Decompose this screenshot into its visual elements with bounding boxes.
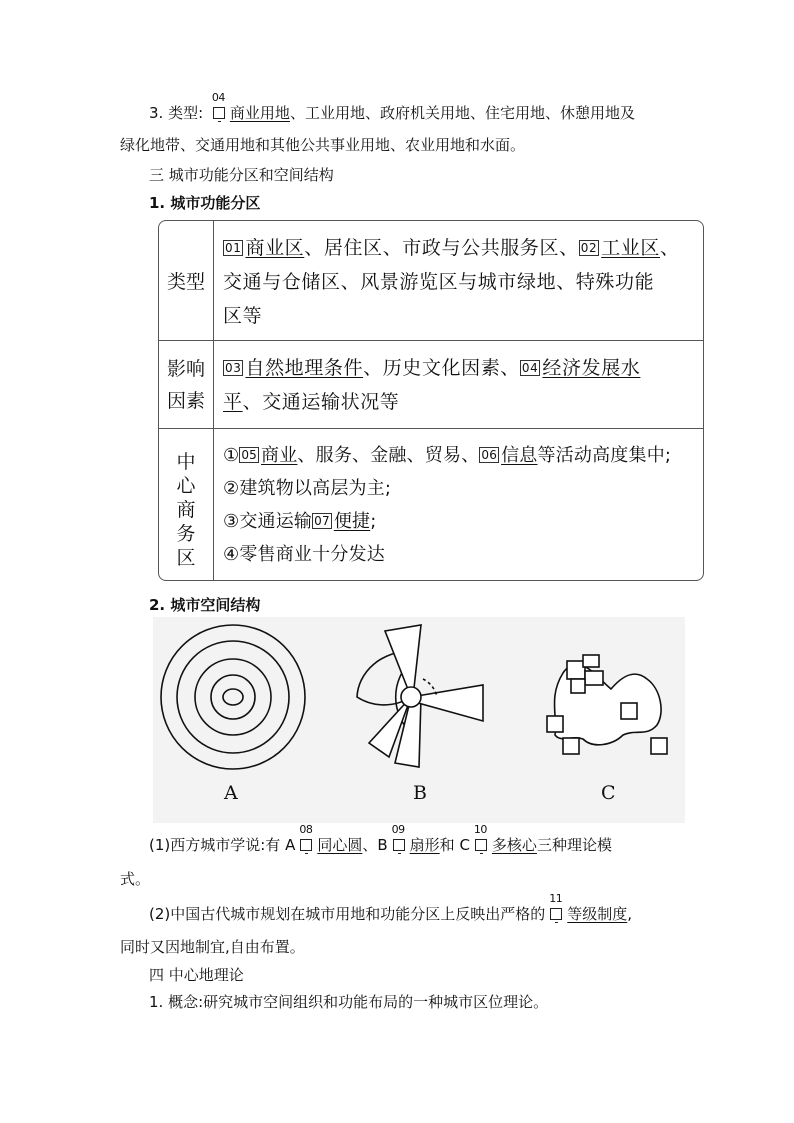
figure-label-c: C: [601, 782, 616, 804]
section-title: 三 城市功能分区和空间结构: [149, 166, 334, 184]
subsection-title: 2. 城市空间结构: [149, 596, 261, 614]
row-body-factors: [223, 351, 693, 419]
answer-text: 商业用地: [229, 104, 290, 122]
blank-marker: 09: [392, 836, 408, 852]
figure-label-a: A: [224, 782, 238, 804]
table-line: ②建筑物以高层为主;: [223, 478, 392, 499]
table-line: ① 05 商业、服务、金融、贸易、 06 信息等活动高度集中;: [223, 445, 672, 466]
city-structure-figure: [153, 617, 685, 823]
blank-tag: 05: [241, 448, 258, 462]
blank-marker: 08: [299, 836, 315, 852]
blank-tag: 01: [225, 241, 242, 255]
row-label-factors-2: 因素: [166, 390, 205, 412]
figure-label-b: B: [413, 782, 427, 804]
paragraph-western-theory: (1)西方城市学说:有 A 08 同心圆、B 09 扇形和 C 10 多核心三种理论模: [149, 823, 612, 854]
blank-marker: 10: [474, 836, 490, 852]
blank-tag: 03: [225, 361, 242, 375]
blank-tag: 04: [521, 361, 539, 375]
table-line: 01 商业区、居住区、市政与公共服务区、 02 工业区、: [225, 237, 680, 259]
row-label-factors-1: 影响: [166, 358, 205, 380]
row-label-type: 类型: [166, 271, 205, 293]
types-item-line1: 3. 类型: 04 商业用地、工业用地、政府机关用地、住宅用地、休憩用地及: [149, 91, 635, 122]
paragraph-ancient-china: (2)中国古代城市规划在城市用地和功能分区上反映出严格的 11 等级制度,: [149, 892, 633, 923]
table-line: 交通与仓储区、风景游览区与城市绿地、特殊功能: [223, 271, 655, 293]
table-line: 平、交通运输状况等: [223, 391, 400, 413]
table-line: 03 自然地理条件、历史文化因素、 04 经济发展水: [225, 357, 641, 379]
table-line: 区等: [223, 305, 263, 327]
row-body-type: [223, 231, 693, 333]
row-label-cbd: 中 心 商 务 区: [176, 451, 196, 569]
table-line: ④零售商业十分发达: [223, 544, 385, 565]
blank-marker: 04: [212, 104, 228, 120]
blank-marker: 11: [549, 905, 565, 921]
types-item-line2: 绿化地带、交通用地和其他公共事业用地、农业用地和水面。: [120, 136, 526, 154]
paragraph-western-theory-cont: 式。: [120, 870, 151, 888]
table-line: ③交通运输 07 便捷;: [223, 511, 377, 532]
functional-zone-table: [158, 220, 704, 581]
paragraph-ancient-china-cont: 同时又因地制宜,自由布置。: [120, 938, 305, 956]
blank-tag: 06: [481, 448, 498, 462]
blank-tag: 02: [580, 241, 598, 255]
concept-line: 1. 概念:研究城市空间组织和功能布局的一种城市区位理论。: [149, 993, 549, 1011]
blank-tag: 07: [314, 514, 330, 528]
section-title: 四 中心地理论: [149, 966, 244, 984]
row-body-cbd: [223, 439, 693, 571]
subsection-title: 1. 城市功能分区: [149, 194, 261, 212]
